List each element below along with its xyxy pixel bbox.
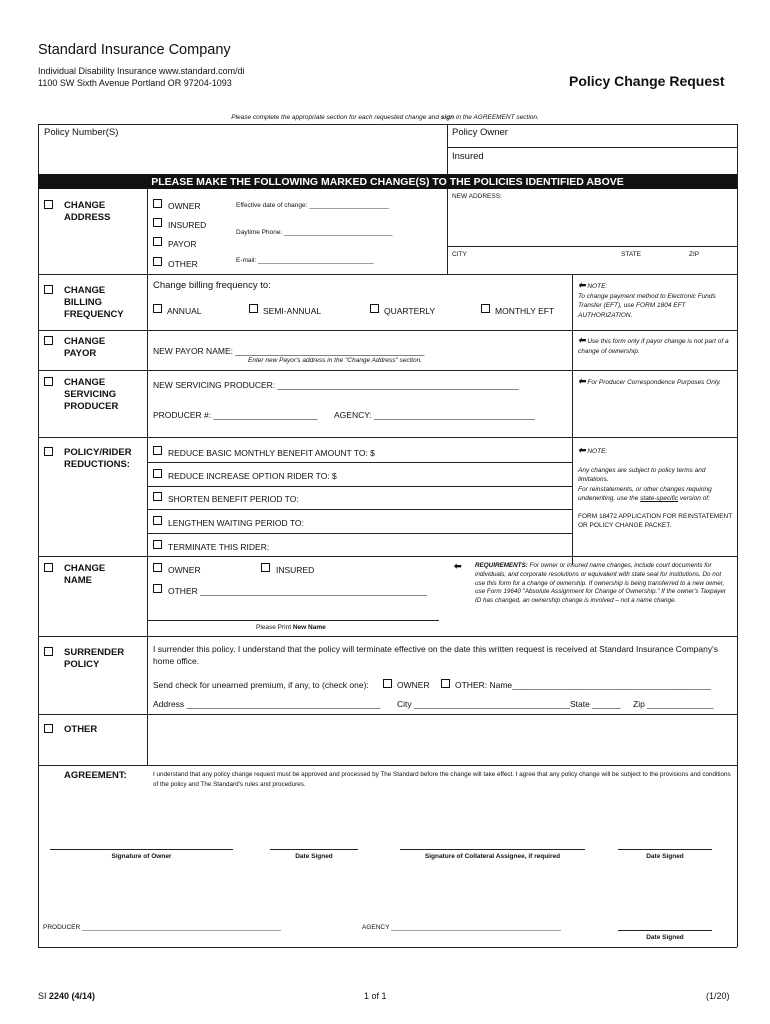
- row-divider: [38, 274, 737, 275]
- payor-label-2: PAYOR: [64, 348, 97, 359]
- billing-note: [578, 281, 734, 320]
- name-owner-checkbox[interactable]: [153, 563, 162, 572]
- row-divider: [38, 714, 737, 715]
- terminate-rider-checkbox[interactable]: [153, 540, 162, 549]
- reductions-label-1: POLICY/RIDER: [64, 447, 132, 458]
- form-number: [38, 991, 95, 1001]
- name-other-field[interactable]: OTHER ________________________________________________: [168, 586, 428, 596]
- billing-semi-annual-checkbox[interactable]: [249, 304, 258, 313]
- change-address-label-1: CHANGE: [64, 200, 106, 211]
- insured-field[interactable]: Insured: [452, 151, 484, 162]
- billing-quarterly-checkbox[interactable]: [370, 304, 379, 313]
- reduce-basic-label: REDUCE BASIC MONTHLY BENEFIT AMOUNT TO: $: [168, 448, 375, 458]
- signature-line: [270, 849, 358, 850]
- arrow-left-icon: ⬅: [454, 561, 462, 571]
- other-checkbox[interactable]: [44, 724, 53, 733]
- reduce-increase-checkbox[interactable]: [153, 469, 162, 478]
- surrender-label-2: POLICY: [64, 659, 100, 670]
- subtitle-line-2: 1100 SW Sixth Avenue Portland OR 97204-1093: [38, 77, 232, 88]
- reductions-note-head-line: [578, 446, 734, 457]
- print-bold: New Name: [292, 624, 326, 631]
- instruction-pre: Please complete the appropriate section for each requested change and: [231, 114, 441, 121]
- signature-line: [618, 849, 712, 850]
- subtitle-line-1: Individual Disability Insurance www.standard.com/di: [38, 66, 245, 76]
- form-bold: 2240 (4/14): [49, 991, 96, 1001]
- other-label: OTHER: [64, 724, 98, 735]
- requirements-head: REQUIREMENTS:: [475, 562, 528, 569]
- zip-field[interactable]: ZIP: [689, 251, 700, 258]
- change-address-label-2: ADDRESS: [64, 212, 111, 223]
- refund-zip-field[interactable]: Zip ______________: [633, 699, 714, 709]
- signature-line: [618, 930, 712, 931]
- reductions-note-p2: [578, 485, 734, 504]
- address-insured-checkbox[interactable]: [153, 218, 162, 227]
- billing-note-head: NOTE:: [587, 283, 608, 290]
- refund-other-checkbox[interactable]: [441, 679, 450, 688]
- frame-bottom: [38, 947, 737, 948]
- producer-label-2: SERVICING: [64, 389, 117, 400]
- address-other-checkbox[interactable]: [153, 257, 162, 266]
- payor-note-text: Use this form only if payor change is not part of a change of ownership.: [578, 338, 729, 355]
- signature-line: [400, 849, 585, 850]
- producer-date-field[interactable]: Date Signed: [646, 934, 684, 941]
- reduction-line: [147, 509, 572, 510]
- change-billing-checkbox[interactable]: [44, 285, 53, 294]
- address-divider: [447, 189, 448, 274]
- name-label-2: NAME: [64, 575, 92, 586]
- section-banner: PLEASE MAKE THE FOLLOWING MARKED CHANGE(S) TO THE POLICIES IDENTIFIED ABOVE: [38, 174, 737, 189]
- agreement-text: I understand that any policy change request must be approved and processed by The Standard before the change will take effect. I agree that any policy change will be subject to the provisions and conditions of the policy and The Standard's rules and procedures.: [153, 771, 731, 788]
- producer-label-3: PRODUCER: [64, 401, 119, 412]
- city-divider: [447, 246, 737, 247]
- row-divider: [38, 636, 737, 637]
- billing-label-1: CHANGE: [64, 285, 106, 296]
- address-insured-label: INSURED: [168, 220, 207, 230]
- address-payor-label: PAYOR: [168, 239, 197, 249]
- instruction-post: in the AGREEMENT section.: [454, 114, 539, 121]
- billing-note-body: To change payment method to Electronic Funds Transfer (EFT), use FORM 1804 EFT AUTHORIZATION.: [578, 292, 716, 319]
- send-check-label: Send check for unearned premium, if any, to (check one):: [153, 680, 369, 690]
- payor-note: [578, 336, 734, 356]
- reductions-label: [64, 447, 132, 471]
- producer-label-1: CHANGE: [64, 377, 106, 388]
- refund-other-name-field[interactable]: OTHER: Name__________________________________________: [455, 680, 711, 690]
- owner-date-field[interactable]: Date Signed: [295, 853, 333, 860]
- billing-semi-annual-label: SEMI-ANNUAL: [263, 306, 322, 316]
- change-billing-label: [64, 285, 124, 321]
- billing-quarterly-label: QUARTERLY: [384, 306, 436, 316]
- producer-note-text: For Producer Correspondence Purposes Only.: [587, 379, 721, 386]
- reduction-line: [147, 533, 572, 534]
- instruction-line: [0, 114, 770, 121]
- billing-label-2: BILLING: [64, 297, 102, 308]
- new-address-field[interactable]: NEW ADDRESS:: [452, 193, 502, 200]
- row-divider: [38, 330, 737, 331]
- reductions-checkbox[interactable]: [44, 447, 53, 456]
- arrow-left-icon: ⬅: [578, 376, 586, 386]
- payor-hint: Enter new Payor's address in the "Change Address" section.: [248, 357, 422, 364]
- billing-monthly-eft-label: MONTHLY EFT: [495, 306, 555, 316]
- billing-label-3: FREQUENCY: [64, 309, 124, 320]
- billing-heading: Change billing frequency to:: [153, 280, 271, 291]
- change-payor-label: [64, 336, 105, 360]
- shorten-benefit-label: SHORTEN BENEFIT PERIOD TO:: [168, 494, 299, 504]
- company-name: Standard Insurance Company: [38, 42, 231, 58]
- surrender-policy-checkbox[interactable]: [44, 647, 53, 656]
- refund-owner-label: OWNER: [397, 680, 430, 690]
- reduce-increase-label: REDUCE INCREASE OPTION RIDER TO: $: [168, 471, 337, 481]
- reductions-note-p1: Any changes are subject to policy terms and limitations.: [578, 466, 706, 483]
- agency-signature-field[interactable]: AGENCY _______________________________________________: [362, 924, 562, 931]
- surrender-label-1: SURRENDER: [64, 647, 125, 658]
- note-column-divider: [572, 274, 573, 565]
- reductions-label-2: REDUCTIONS:: [64, 459, 130, 470]
- note-p2a: For reinstatements, or other changes requiring underwriting, use the: [578, 485, 712, 502]
- shorten-benefit-checkbox[interactable]: [153, 492, 162, 501]
- reductions-note-p3: FORM 18472 APPLICATION FOR REINSTATEMENT OR POLICY CHANGE PACKET.: [578, 512, 733, 529]
- email-field[interactable]: E-mail: ________________________________: [236, 257, 374, 264]
- billing-annual-checkbox[interactable]: [153, 304, 162, 313]
- arrow-left-icon: ⬅: [578, 445, 586, 455]
- new-payor-name-field[interactable]: NEW PAYOR NAME: ________________________________________: [153, 346, 425, 356]
- producer-signature-field[interactable]: PRODUCER _______________________________________________________: [43, 924, 281, 931]
- producer-note: [578, 377, 734, 388]
- name-insured-checkbox[interactable]: [261, 563, 270, 572]
- lengthen-waiting-checkbox[interactable]: [153, 516, 162, 525]
- refund-address-field[interactable]: Address _________________________________________: [153, 699, 381, 709]
- page-number: 1 of 1: [364, 991, 387, 1001]
- print-new-name-caption: [256, 624, 326, 631]
- form-title: Policy Change Request: [569, 73, 725, 89]
- name-owner-label: OWNER: [168, 565, 201, 575]
- reductions-note-head: NOTE:: [587, 448, 608, 455]
- policy-owner-field[interactable]: Policy Owner: [452, 127, 508, 138]
- arrow-left-icon: ⬅: [578, 280, 586, 290]
- name-label-1: CHANGE: [64, 563, 106, 574]
- address-other-label: OTHER: [168, 259, 198, 269]
- frame-right: [737, 124, 738, 947]
- agreement-label: AGREEMENT:: [64, 770, 127, 781]
- state-field[interactable]: STATE: [621, 251, 641, 258]
- row-divider: [38, 370, 737, 371]
- frame-left: [38, 124, 39, 947]
- city-field[interactable]: CITY: [452, 251, 467, 258]
- billing-annual-label: ANNUAL: [167, 306, 202, 316]
- surrender-policy-label: [64, 647, 124, 671]
- change-name-checkbox[interactable]: [44, 563, 53, 572]
- assignee-date-field[interactable]: Date Signed: [646, 853, 684, 860]
- change-payor-checkbox[interactable]: [44, 336, 53, 345]
- change-address-checkbox[interactable]: [44, 200, 53, 209]
- surrender-text: I surrender this policy. I understand that the policy will terminate effective on the date this written request is received at Standard Insurance Company's home office.: [153, 644, 718, 666]
- name-insured-label: INSURED: [276, 565, 315, 575]
- producer-number-field[interactable]: PRODUCER #: ______________________: [153, 410, 318, 420]
- reductions-note: [578, 446, 734, 531]
- reduction-line: [147, 486, 572, 487]
- billing-monthly-eft-checkbox[interactable]: [481, 304, 490, 313]
- company-address: [38, 66, 245, 89]
- label-column-divider: [147, 189, 148, 765]
- payor-label-1: CHANGE: [64, 336, 106, 347]
- revision-date: (1/20): [706, 991, 730, 1001]
- arrow-left-icon: ⬅: [578, 335, 586, 345]
- row-divider: [38, 765, 737, 766]
- change-producer-checkbox[interactable]: [44, 377, 53, 386]
- terminate-rider-label: TERMINATE THIS RIDER:: [168, 542, 270, 552]
- name-other-checkbox[interactable]: [153, 584, 162, 593]
- note-p2b: state-specific: [640, 495, 679, 502]
- note-p2c: version of:: [678, 495, 710, 502]
- new-name-line: [147, 620, 439, 621]
- frame-top: [38, 124, 737, 125]
- policy-divider: [447, 124, 448, 174]
- name-requirements: [475, 562, 731, 606]
- address-payor-checkbox[interactable]: [153, 237, 162, 246]
- lengthen-waiting-label: LENGTHEN WAITING PERIOD TO:: [168, 518, 304, 528]
- row-divider: [38, 556, 737, 557]
- change-producer-label: [64, 377, 118, 413]
- daytime-phone-field[interactable]: Daytime Phone: ______________________________: [236, 229, 393, 236]
- form-pre: SI: [38, 991, 50, 1001]
- print-pre: Please Print: [256, 624, 293, 631]
- assignee-signature-field[interactable]: Signature of Collateral Assignee, if required: [424, 853, 561, 860]
- refund-state-field[interactable]: State ______: [570, 699, 621, 709]
- address-owner-checkbox[interactable]: [153, 199, 162, 208]
- change-name-label: [64, 563, 105, 587]
- signature-line: [50, 849, 233, 850]
- policy-number-field[interactable]: Policy Number(S): [44, 127, 119, 138]
- address-owner-label: OWNER: [168, 201, 201, 211]
- new-servicing-producer-field[interactable]: NEW SERVICING PRODUCER: ___________________________________________________: [153, 380, 519, 390]
- change-address-label: [64, 200, 110, 224]
- owner-signature-field[interactable]: Signature of Owner: [111, 853, 172, 860]
- row-divider: [38, 437, 737, 438]
- owner-insured-divider: [447, 147, 737, 148]
- requirements-body: For owner or insured name changes, include court documents for individuals, and corporate resolutions or equivalent with state seal for institutions. Do not use this form for a change of ownership. If ownership is being transferred to a new owner, use Form 19640 "Absolute Assignment for Change of Ownership." If the owner's Taxpayer ID has changed, an ownership change is involved – not a name change.: [475, 562, 726, 605]
- refund-owner-checkbox[interactable]: [383, 679, 392, 688]
- instruction-bold: sign: [440, 114, 455, 121]
- effective-date-field[interactable]: Effective date of change: ______________________: [236, 202, 389, 209]
- reduce-basic-checkbox[interactable]: [153, 446, 162, 455]
- refund-city-field[interactable]: City _________________________________: [397, 699, 571, 709]
- agency-field[interactable]: AGENCY: __________________________________: [334, 410, 535, 420]
- reduction-line: [147, 462, 572, 463]
